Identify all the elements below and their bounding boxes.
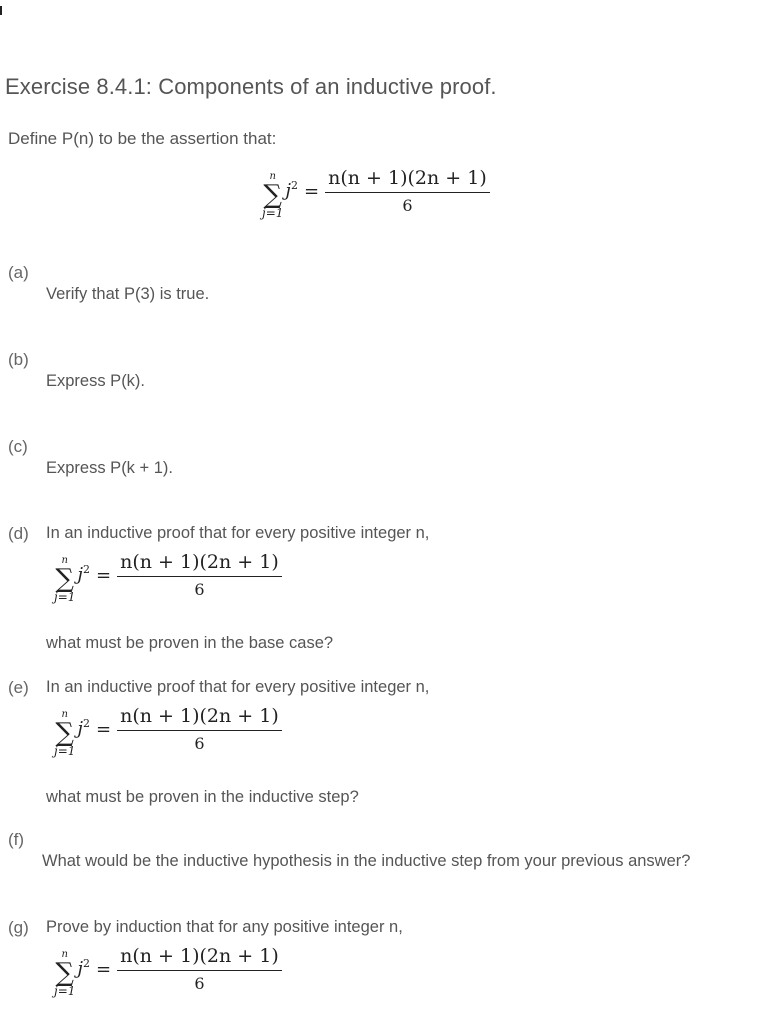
sum-lower: j=1 [54, 984, 76, 998]
part-c-text: Express P(k + 1). [46, 459, 173, 477]
part-d-formula [54, 550, 282, 605]
sigma-symbol: ∑ [55, 564, 74, 594]
fraction-denominator: 6 [194, 973, 205, 993]
sum-upper: n [269, 171, 276, 182]
fraction [117, 551, 282, 599]
part-b-text: Express P(k). [46, 372, 146, 390]
sum-lower: j=1 [54, 590, 76, 604]
part-g-label: (g) [8, 918, 29, 937]
main-formula [262, 166, 490, 221]
summation [54, 556, 75, 605]
part-d-label: (d) [8, 524, 29, 543]
fraction [325, 167, 490, 215]
part-g-formula [54, 944, 282, 999]
part-c-label: (c) [8, 437, 28, 456]
summation [54, 950, 75, 999]
part-b-label: (b) [8, 350, 29, 369]
sigma-symbol: ∑ [55, 958, 74, 988]
equals-sign: = [304, 181, 320, 202]
part-e-formula [54, 704, 282, 759]
sum-term: $j^2$ [77, 562, 91, 585]
sum-upper: n [61, 555, 68, 566]
equals-sign: = [96, 959, 112, 980]
exercise-title: Exercise 8.4.1: Components of an inductive proof. [5, 74, 497, 99]
sigma-symbol: ∑ [263, 180, 282, 210]
part-f-label: (f) [8, 830, 25, 849]
part-g-text: Prove by induction that for any positive integer n, [46, 918, 403, 936]
part-e-text: In an inductive proof that for every positive integer n, [46, 678, 430, 696]
equals-sign: = [96, 565, 112, 586]
fraction-numerator: n(n + 1)(2n + 1) [117, 551, 282, 577]
part-a-label: (a) [8, 263, 29, 282]
part-a-text: Verify that P(3) is true. [46, 285, 210, 303]
sigma-symbol: ∑ [55, 718, 74, 748]
sum-lower: j=1 [54, 744, 76, 758]
part-f-text: What would be the inductive hypothesis in the inductive step from your previous answer? [42, 852, 691, 870]
summation [54, 710, 75, 759]
sum-term: $j^2$ [77, 716, 91, 739]
part-d-text: In an inductive proof that for every positive integer n, [46, 524, 430, 542]
fraction [117, 945, 282, 993]
fraction-denominator: 6 [194, 579, 205, 599]
intro-text: Define P(n) to be the assertion that: [8, 129, 277, 148]
sum-upper: n [61, 949, 68, 960]
fraction-numerator: n(n + 1)(2n + 1) [117, 945, 282, 971]
fraction [117, 705, 282, 753]
sum-upper: n [61, 709, 68, 720]
sum-term: $j^2$ [285, 178, 299, 201]
part-e-label: (e) [8, 678, 29, 697]
equals-sign: = [96, 719, 112, 740]
fraction-numerator: n(n + 1)(2n + 1) [325, 167, 490, 193]
fraction-numerator: n(n + 1)(2n + 1) [117, 705, 282, 731]
part-d-after: what must be proven in the base case? [46, 634, 334, 652]
fraction-denominator: 6 [194, 733, 205, 753]
fraction-denominator: 6 [402, 195, 413, 215]
sum-lower: j=1 [262, 206, 284, 220]
summation [262, 172, 283, 221]
part-e-after: what must be proven in the inductive step? [46, 788, 359, 806]
sum-term: $j^2$ [77, 956, 91, 979]
corner-mark [0, 6, 2, 15]
